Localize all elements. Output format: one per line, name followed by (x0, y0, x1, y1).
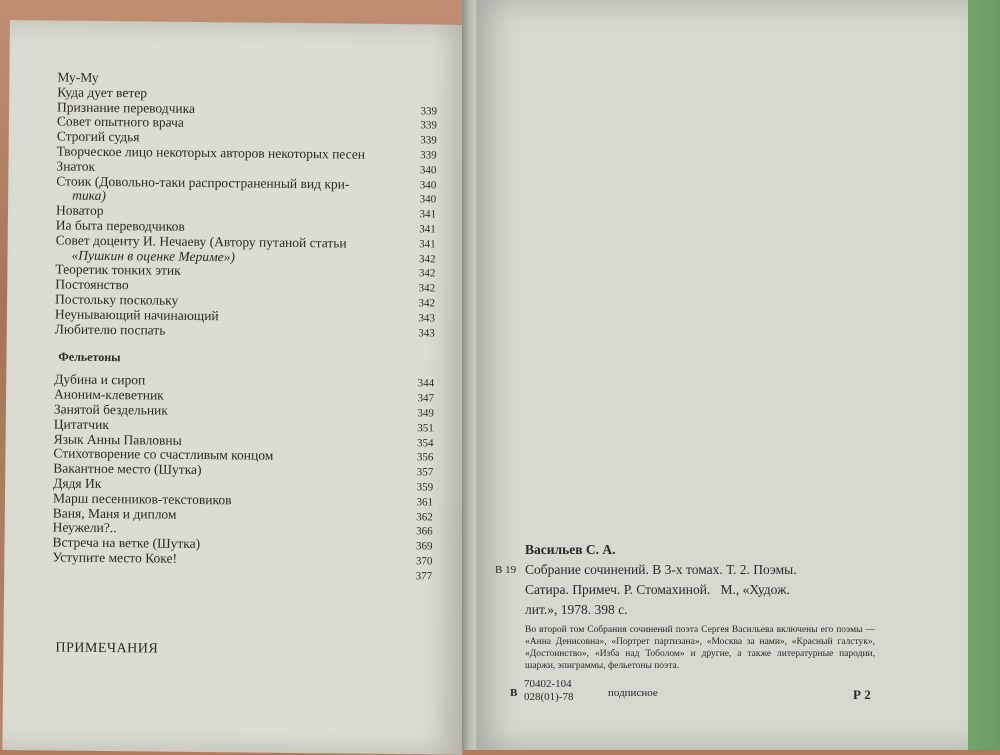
toc-entry-page: 361 (416, 496, 434, 509)
toc-entry-title: Встреча на ветке (Шутка) (52, 534, 201, 552)
catalog-letter: В (510, 687, 518, 699)
toc-entry-title: Цитатчик (53, 416, 110, 432)
toc-entry-page: 366 (416, 525, 433, 538)
toc-entry-title: Дубина и сироп (54, 371, 146, 388)
toc-entry-title: Постоянство (55, 276, 129, 293)
toc-entry-title: Творческое лицо некоторых авторов некоторых песен (56, 143, 366, 162)
toc-entry-page: 347 (417, 392, 435, 405)
catalog-codes (510, 678, 574, 704)
toc-entry-title: Вакантное место (Шутка) (53, 460, 202, 478)
toc-entry-title: Совет доценту И. Нечаеву (Автору путаной статьи (55, 232, 347, 251)
notes-heading: ПРИМЕЧАНИЯ (55, 640, 159, 657)
toc-entry-title: Аноним-клеветник (54, 386, 164, 403)
toc-entry-title: Занятой бездельник (53, 401, 168, 418)
toc-entry-title: Куда дует ветер (57, 84, 148, 101)
toc-entry-title: Любителю поспать (54, 321, 166, 338)
toc-entry-page: 342 (418, 252, 436, 266)
toc-entry-page: 339 (420, 149, 437, 162)
toc-entry-page: 370 (415, 555, 433, 568)
toc-entry-title: Уступите место Коке! (52, 549, 178, 566)
toc-entry-page: 354 (417, 436, 434, 449)
toc-entry-page: 349 (417, 407, 434, 420)
toc-entry-title: Неунывающий начинающий (54, 306, 219, 323)
biblio-line-2: Сатира. Примеч. Р. Стомахиной. М., «Худож. (525, 582, 790, 597)
toc-entry-title: Иа быта переводчиков (55, 217, 185, 234)
toc-entry-title: Му-Му (57, 69, 99, 85)
index-code: Р 2 (853, 687, 871, 702)
toc-entry-title: Постольку поскольку (55, 291, 179, 308)
toc-entry-title: тика) (72, 188, 106, 204)
toc-entry-page: 343 (418, 312, 435, 325)
subscription-label: подписное (608, 687, 658, 699)
toc-entry-title: Знаток (56, 158, 96, 174)
toc-entry-page: 341 (419, 238, 436, 251)
toc-entry-title: Совет опытного врача (56, 113, 184, 131)
biblio-line-3: лит.», 1978. 398 с. (525, 602, 628, 617)
toc-entry-page: 340 (419, 193, 437, 206)
toc-entry-page: 369 (415, 540, 433, 553)
toc-entry-title: Марш песенников-текстовиков (52, 490, 232, 508)
toc-entry-page: 344 (417, 377, 435, 390)
toc-entry-title: Дядя Ик (53, 475, 102, 491)
catalog-number-2: 028(01)-78 (524, 691, 574, 703)
toc-entry-page: 356 (416, 451, 434, 464)
toc-entry-page: 342 (418, 267, 436, 280)
bibliographic-record (495, 540, 875, 620)
classification-code: В 19 (495, 564, 517, 576)
annotation-text: Во второй том Собрания сочинений поэта Сергея Васильева включены его поэмы — «Анна Денисовна», «Портрет партизана», «Москва за нами», «Красный галстук», «Достоинство», «Изба над Тоболом» и другие, а также литературные пародии, шаржи, эпиграммы, фельетоны поэта. (525, 625, 875, 671)
toc-entry-page: 359 (416, 481, 434, 494)
toc-entry-page: 339 (420, 104, 438, 118)
toc-entry-title: Теоретик тонких этик (55, 261, 181, 279)
toc-entry-title: Признание переводчика (57, 99, 196, 116)
toc-entry-page: 341 (419, 208, 437, 221)
book-gutter (462, 0, 476, 750)
notes-page: 377 (415, 569, 433, 583)
toc-entry-title: Ваня, Маня и диплом (52, 504, 177, 522)
toc-entry-title: Неужели?.. (52, 519, 117, 536)
toc-entry-title: Строгий судья (56, 128, 140, 145)
author-name: Васильев С. А. (525, 542, 616, 557)
toc-entry (55, 322, 435, 341)
catalog-number-1: 70402-104 (524, 678, 572, 690)
toc-entry (52, 565, 432, 584)
toc-entry-page: 357 (416, 466, 434, 479)
toc-entry-title: Новатор (55, 202, 104, 219)
toc-entry-page: 339 (420, 134, 437, 147)
toc-entry-title: Стоик (Довольно-таки распространенный вид кри- (56, 173, 350, 192)
toc-entry-page: 340 (419, 164, 437, 177)
toc-entry-page: 342 (418, 282, 436, 295)
toc-entry-page: 362 (416, 510, 433, 523)
toc-entry-page: 343 (418, 326, 435, 340)
toc-entry-title: «Пушкин в оценке Мериме») (71, 247, 235, 264)
toc-entry-title: Язык Анны Павловны (53, 431, 182, 448)
toc-entry-page: 339 (420, 119, 437, 132)
section-heading: Фельетоны (58, 349, 121, 365)
left-page (2, 20, 470, 755)
toc-entry-page: 340 (419, 178, 437, 192)
toc-entry-page: 342 (418, 297, 436, 310)
biblio-line-1: Собрание сочинений. В 3-х томах. Т. 2. Поэмы. (525, 562, 797, 577)
toc-entry-page: 351 (417, 422, 434, 435)
table-of-contents (52, 70, 437, 583)
toc-entry-title: Стихотворение со счастливым концом (53, 445, 274, 464)
toc-entry-page: 341 (419, 223, 436, 236)
